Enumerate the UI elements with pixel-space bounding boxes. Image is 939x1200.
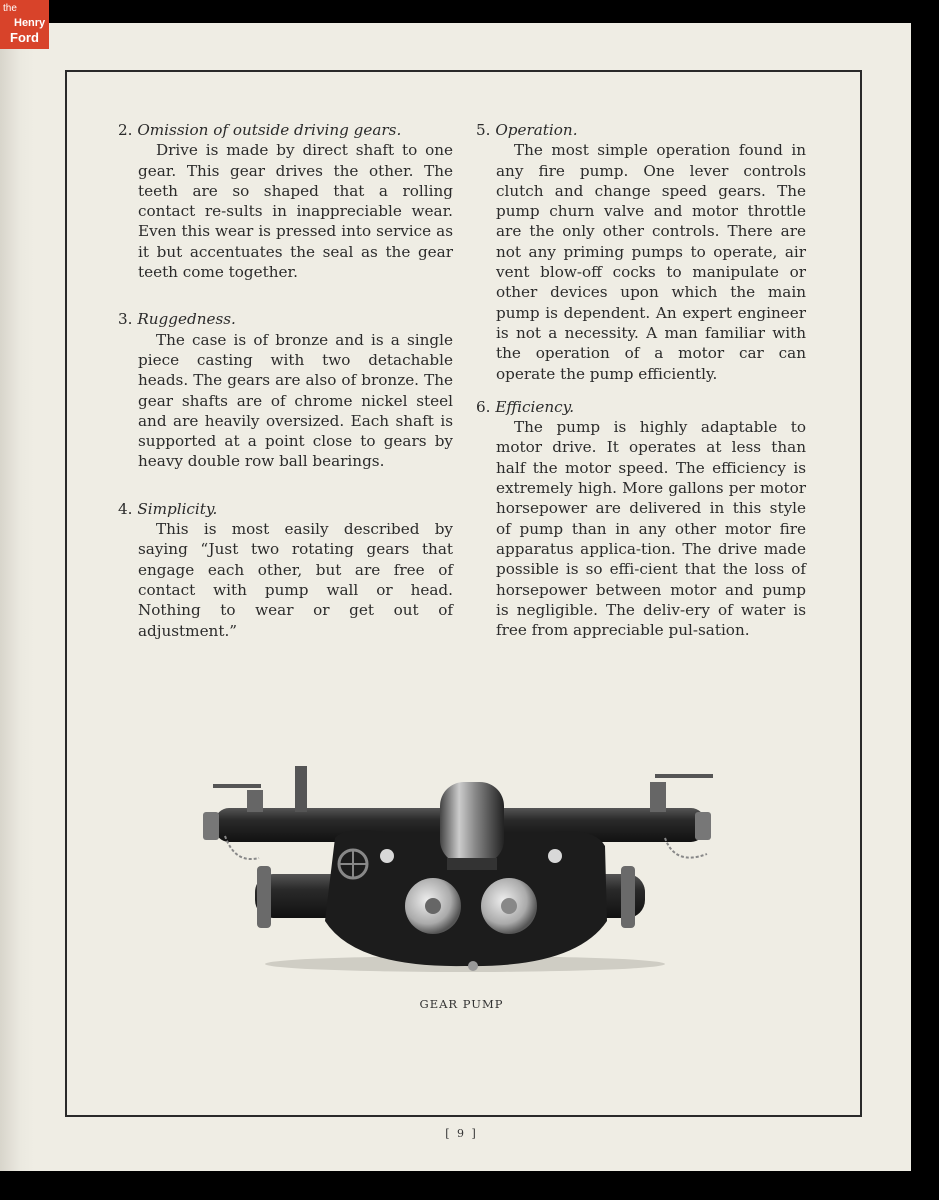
section-body: The case is of bronze and is a single piece casting with two detachable heads. The gears are also of bronze. The gear shafts are of chrome nickel steel and are heavily oversized. Each shaft is supported at a point close to gears by heavy double row ball bearings. [138,330,453,471]
right-valve [650,782,666,812]
section-title: Simplicity. [137,499,218,518]
section-ruggedness [118,309,453,471]
left-flange [257,866,271,928]
henry-ford-logo: the Henry Ford [0,0,49,49]
gear-pump-illustration [195,746,725,978]
page-number: [ 9 ] [445,1127,478,1140]
section-number: 5. [476,121,491,139]
section-operation [476,120,806,384]
right-text-column [476,120,806,640]
section-number: 6. [476,397,491,416]
right-flange [621,866,635,928]
section-body: Drive is made by direct shaft to one gear. This gear drives the other. The teeth are so shaped that a rolling contact re-sults in inappreciable wear. Even this wear is pressed into service as it but accentuates the seal as the gear teeth come together. [138,141,453,282]
section-omission [118,120,453,282]
relief-valve [295,766,307,812]
section-body: This is most easily described by saying “Just two rotating gears that engage each other, but are free of contact with pump wall or head. Nothing to wear or get out of adjustment.” [138,520,453,640]
right-outlet [695,812,711,840]
left-outlet [203,812,219,840]
section-simplicity [118,499,453,641]
section-title: Efficiency. [495,397,575,416]
figure-caption: GEAR PUMP [419,997,504,1011]
section-number: 3. [118,310,133,329]
section-title: Operation. [495,121,578,139]
section-title: Ruggedness. [137,310,236,329]
section-body: The most simple operation found in any fire pump. One lever controls clutch and change speed gears. The pump churn valve and motor throttle are the only other controls. There are not any priming pumps to operate, air vent blow-off cocks to manipulate or other devices upon which the main pump is dependent. An expert engineer is not a necessity. A man familiar with the operation of a motor car can operate the pump efficiently. [496,141,806,383]
left-text-column [118,120,453,641]
section-number: 4. [118,499,133,518]
section-number: 2. [118,121,133,139]
left-valve [247,790,263,812]
section-efficiency [476,397,806,641]
central-dome [440,782,504,864]
section-body: The pump is highly adaptable to motor drive. It operates at less than half the motor speed. The efficiency is extremely high. More gallons per motor horsepower are delivered in this style of pump than in any other motor fire apparatus applica-tion. The drive made possible is so effi-cient that the loss of horsepower between motor and pump is negligible. The deliv-ery of water is free from appreciable pul-sation. [496,418,806,640]
section-title: Omission of outside driving gears. [137,121,402,139]
